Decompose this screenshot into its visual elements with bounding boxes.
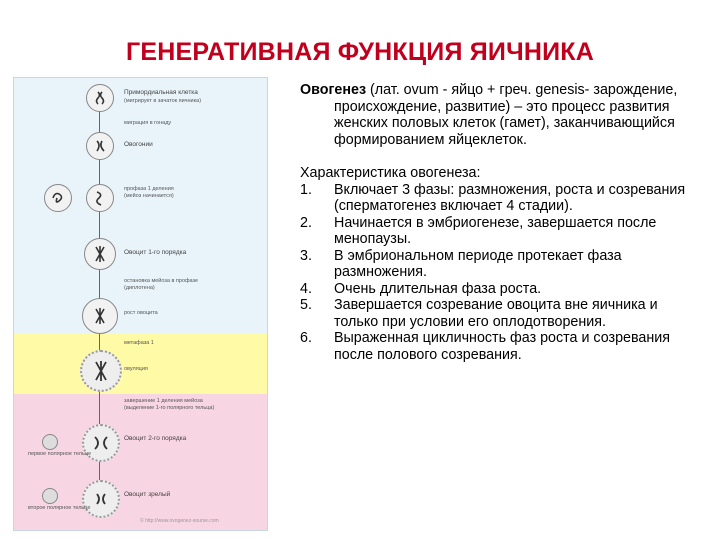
list-item <box>300 182 700 215</box>
label-primordial-sub: (мигрирует в зачаток яичника) <box>124 98 202 104</box>
list-item <box>300 281 700 298</box>
oogonia-cell-icon <box>86 132 114 160</box>
mature-oocyte-icon <box>82 480 120 518</box>
definition-text: (лат. ovum - яйцо + греч. genesis- зарождение, происхождение, развитие) – это процесс развития женских половых клеток (гамет), заканчивающийся формированием яйцеклеток. <box>334 82 678 148</box>
list-number: 3. <box>300 247 312 264</box>
list-text: Завершается созревание овоцита вне яичника и только при условии его оплодотворения. <box>334 297 658 330</box>
label-complete-sub: (выделение 1-го полярного тельца) <box>124 405 215 411</box>
oogenesis-diagram <box>13 77 268 531</box>
polar-body-1-icon <box>42 434 58 450</box>
prophase-cell-right-icon <box>86 184 114 212</box>
characteristics-heading-text: Характеристика овогенеза <box>300 165 477 181</box>
label-prophase-sub: (мейоз начинается) <box>124 193 174 199</box>
label-oocyte2: Овоцит 2-го порядка <box>124 435 187 442</box>
list-text: В эмбриональном периоде протекает фаза размножения. <box>334 247 622 280</box>
label-to-gonad: миграция в гонаду <box>124 120 172 126</box>
list-text: Очень длительная фаза роста. <box>334 280 542 297</box>
list-number: 4. <box>300 280 312 297</box>
label-meta1: метафаза 1 <box>124 340 154 346</box>
list-item <box>300 248 700 281</box>
image-source: © http://www.ovogenez-sourse.com <box>140 518 219 524</box>
growing-oocyte-icon <box>82 298 118 334</box>
label-complete: завершение 1 деления мейоза <box>124 398 203 404</box>
list-number: 5. <box>300 297 312 313</box>
list-item <box>300 215 700 248</box>
list-number: 1. <box>300 181 312 198</box>
body-text <box>300 82 700 363</box>
label-mature: Овоцит зрелый <box>124 491 171 498</box>
label-ovulation: овуляция <box>124 366 148 372</box>
list-number: 2. <box>300 214 312 231</box>
label-resume: рост овоцита <box>124 310 158 316</box>
metaphase-oocyte-icon <box>80 350 122 392</box>
prophase-cell-left-icon <box>44 184 72 212</box>
label-prophase: профаза 1 деления <box>124 186 174 192</box>
oocyte1-cell-icon <box>84 238 116 270</box>
characteristics-heading <box>300 165 700 182</box>
list-item <box>300 297 700 330</box>
label-polar2: второе полярное тельце <box>28 505 91 511</box>
label-polar1: первое полярное тельце <box>28 451 92 457</box>
list-item <box>300 330 700 363</box>
page-title: ГЕНЕРАТИВНАЯ ФУНКЦИЯ ЯИЧНИКА <box>125 38 594 66</box>
label-arrest-sub: (диплотена) <box>124 285 155 291</box>
characteristics-list <box>300 182 700 364</box>
primordial-cell-icon <box>86 84 114 112</box>
heading-colon: : <box>476 165 481 181</box>
list-text: Выраженная цикличность фаз роста и созревания после полового созревания. <box>334 330 670 363</box>
list-number: 6. <box>300 330 312 346</box>
definition-paragraph <box>300 82 700 148</box>
polar-body-2-icon <box>42 488 58 504</box>
label-oocyte1: Овоцит 1-го порядка <box>124 249 187 256</box>
definition-term: Овогенез <box>300 82 367 98</box>
label-primordial: Примордиальная клетка <box>124 89 198 96</box>
label-oogonia: Овогонии <box>124 141 153 148</box>
list-text: Включает 3 фазы: размножения, роста и созревания (сперматогенез включает 4 стадии). <box>334 181 686 214</box>
label-arrest: остановка мейоза в профазе <box>124 278 199 284</box>
list-text: Начинается в эмбриогенезе, завершается после менопаузы. <box>334 214 657 247</box>
